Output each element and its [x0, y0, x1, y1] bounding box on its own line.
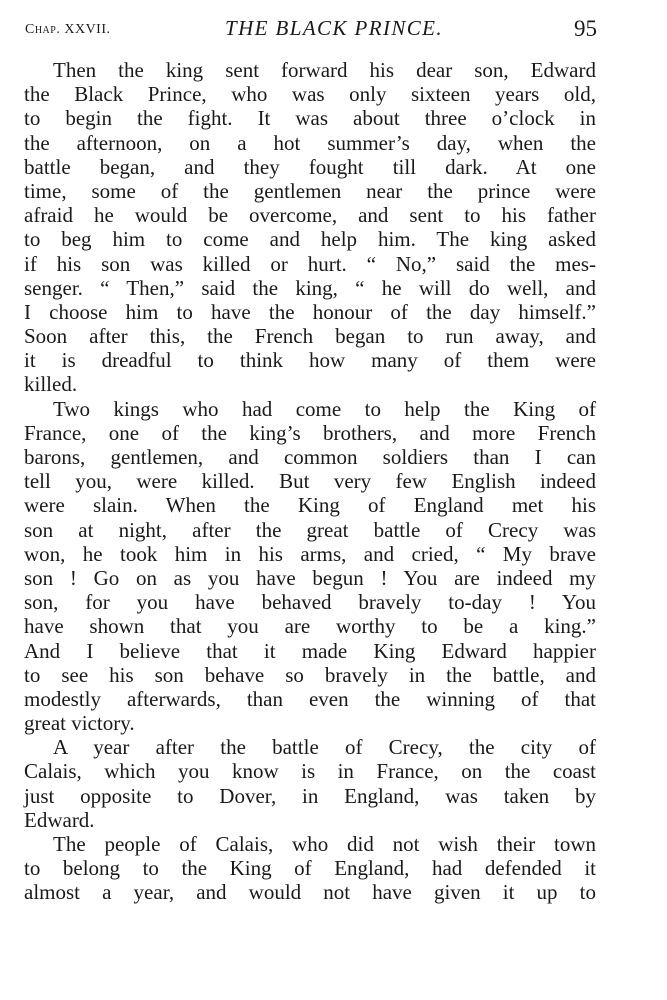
text-line: won, he took him in his arms, and cried, “ My brave [24, 541, 596, 566]
text-line: Two kings who had come to help the King of [53, 396, 596, 421]
text-line: Calais, which you know is in France, on the coast [24, 759, 596, 784]
text-line: son, for you have behaved bravely to-day ! You [24, 590, 596, 615]
text-line: Edward. [24, 807, 95, 832]
text-line: great victory. [24, 711, 135, 736]
text-line: it is dreadful to think how many of them were [24, 348, 596, 373]
text-line: Then the king sent forward his dear son, Edward [53, 58, 596, 82]
text-line: afraid he would be overcome, and sent to his father [24, 203, 596, 228]
text-line: tell you, were killed. But very few English indeed [24, 469, 596, 494]
text-line: Soon after this, the French began to run away, and [24, 324, 596, 349]
text-line: son at night, after the great battle of Crecy was [24, 517, 596, 542]
text-line: almost a year, and would not have given it up to [24, 880, 596, 905]
text-line: to belong to the King of England, had defended it [24, 856, 596, 881]
chapter-label: Chap. XXVII. [25, 22, 111, 37]
text-line: I choose him to have the honour of the day himself.” [24, 299, 596, 324]
paragraph [24, 735, 596, 832]
text-line: barons, gentlemen, and common soldiers than I can [24, 445, 596, 469]
text-line: just opposite to Dover, in England, was taken by [24, 783, 596, 808]
text-line: to begin the fight. It was about three o’clock in [24, 106, 596, 131]
page-number: 95 [574, 16, 597, 41]
paragraph [24, 58, 596, 397]
text-line: the afternoon, on a hot summer’s day, when the [24, 130, 596, 155]
running-title: THE BLACK PRINCE. [225, 16, 444, 40]
text-line: if his son was killed or hurt. “ No,” said the mes- [24, 251, 596, 276]
text-line: France, one of the king’s brothers, and more French [24, 420, 596, 445]
page-header [25, 14, 597, 50]
text-line: killed. [24, 372, 78, 397]
text-line: to beg him to come and help him. The king asked [24, 227, 596, 252]
body-text [24, 58, 596, 905]
text-line: to see his son behave so bravely in the battle, and [24, 662, 596, 687]
text-line: A year after the battle of Crecy, the city of [53, 735, 596, 760]
text-line: time, some of the gentlemen near the prince were [24, 178, 596, 203]
text-line: modestly afterwards, than even the winning of that [24, 686, 596, 711]
paragraph [24, 397, 596, 736]
text-line: have shown that you are worthy to be a king.” [24, 614, 596, 639]
paragraph [24, 832, 596, 905]
text-line: the Black Prince, who was only sixteen years old, [24, 82, 596, 107]
text-line: were slain. When the King of England met his [24, 493, 596, 518]
text-line: battle began, and they fought till dark. At one [24, 154, 596, 179]
text-line: And I believe that it made King Edward happier [24, 638, 596, 663]
text-line: senger. “ Then,” said the king, “ he will do well, and [24, 275, 596, 300]
text-line: The people of Calais, who did not wish their town [53, 832, 596, 856]
text-line: son ! Go on as you have begun ! You are indeed my [24, 565, 596, 590]
